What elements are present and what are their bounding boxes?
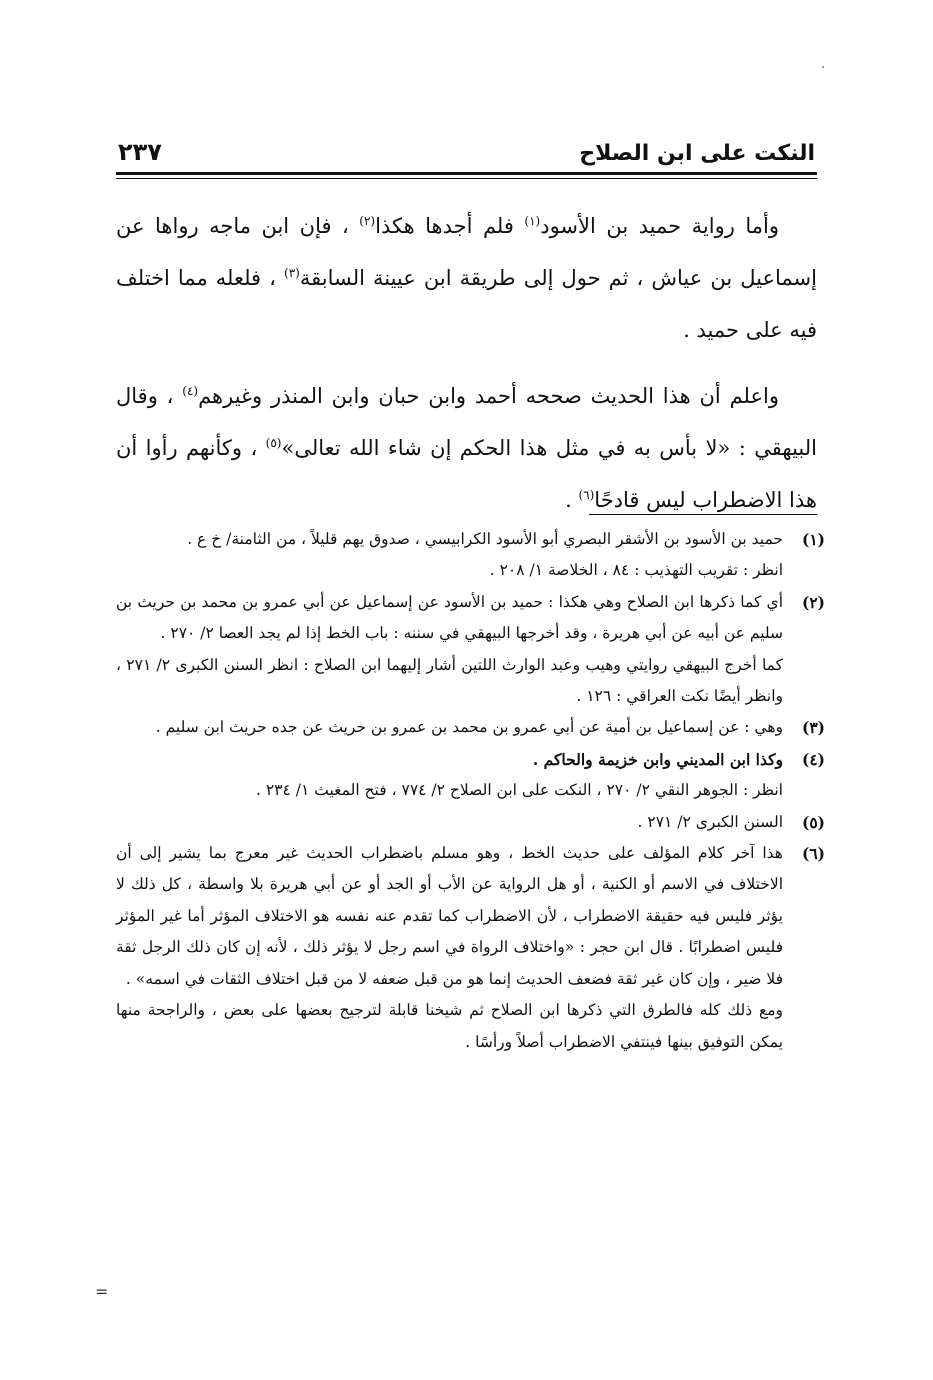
header-rule-thin: [116, 178, 817, 179]
footnote-text: انظر : تقريب التهذيب : ٨٤ ، الخلاصة ١/ ٢٠٨ .: [489, 561, 783, 580]
text-run: ، فلعله مما اختلف فيه على حميد .: [116, 266, 817, 342]
footnote-number: (٦): [801, 844, 825, 864]
footnote-text: حميد بن الأسود بن الأشقر البصري أبو الأسود الكرابيسي ، صدوق يهم قليلاً ، من الثامنة/ خ ع .: [187, 530, 783, 548]
footnote-4: [116, 744, 825, 807]
main-text: [116, 200, 817, 540]
footnotes: [116, 524, 825, 1058]
footnote-1: [116, 524, 825, 587]
footnote-text: كما أخرج البيهقي روايتي وهيب وعبد الوارث اللتين أشار إليهما ابن الصلاح : انظر السنن الكبرى ٢/ ٢٧١ ، وانظر أيضًا نكت العراقي : ١٢٦ .: [116, 655, 784, 706]
paragraph-1: [116, 200, 817, 356]
footnote-ref-4[interactable]: (٤): [182, 384, 199, 398]
footnote-ref-3[interactable]: (٣): [284, 266, 300, 280]
footnote-body: [116, 524, 783, 587]
footnote-text: وكذا ابن المديني وابن خزيمة والحاكم .: [532, 749, 783, 769]
page-number: ٢٣٧: [118, 138, 162, 166]
text-run: وأما رواية حميد بن الأسود: [540, 214, 779, 238]
footnote-ref-5[interactable]: (٥): [265, 436, 282, 450]
footnote-text: ومع ذلك كله فالطرق التي ذكرها ابن الصلاح ثم شيخنا قابلة لترجيح بعضها على بعض ، والراجحة منها يمكن التوفيق بينها فينتفي الاضطراب أصلاً ورأسًا .: [116, 1001, 783, 1051]
footnote-body: [116, 744, 783, 807]
text-run: فلم أجدها هكذا: [375, 214, 525, 238]
header-rule-thick: [116, 172, 817, 175]
footnote-ref-1[interactable]: (١): [524, 214, 541, 228]
footnote-2: [116, 587, 825, 713]
scan-speck: [822, 66, 824, 68]
footnote-text: هذا آخر كلام المؤلف على حديث الخط ، وهو مسلم باضطراب الحديث غير معرج بما يشير إلى أن الاختلاف في الاسم أو الكنية ، أو هل الرواية عن الأب أو الجد أو عن أبي هريرة بلا واسطة ، كل ذلك لا يؤثر فليس فيه حقيقة الاضطراب ، لأن الاضطراب كما تقدم عنه نفسه هو الاختلاف المؤثر أما غير المؤثر فليس اضطرابًا . قال ابن حجر : «واختلاف الرواة في اسم رجل لا يؤثر ذلك ، لأنه إن كان ذلك الرجل ثقة فلا ضير ، وإن كان غير ثقة فضعف الحديث إنما هو من قبل ضعفه لا من قبل اختلاف الثقات في اسمه» .: [116, 844, 783, 988]
text-run: ، فإن ابن ماجه رواها عن إسماعيل بن عياش ، ثم حول إلى طريقة ابن عيينة السابقة: [116, 214, 817, 290]
text-run: ، وكأنهم رأوا أن هذا الاضطراب ليس قادحًا: [116, 436, 817, 512]
footnote-body: [116, 587, 783, 713]
footnote-number: (٥): [801, 812, 825, 832]
footnote-separator: [589, 514, 817, 515]
footnote-6: [116, 838, 825, 1058]
text-run: واعلم أن هذا الحديث صححه أحمد وابن حبان وابن المنذر وغيرهم: [198, 384, 780, 408]
footnote-body: [116, 712, 783, 743]
footnote-body: [116, 838, 783, 1058]
running-title: النكت على ابن الصلاح: [579, 141, 815, 166]
page-header: [118, 128, 815, 166]
text-run: .: [565, 488, 579, 512]
footnote-text: السنن الكبرى ٢/ ٢٧١ .: [637, 812, 783, 831]
text-run: ، وقال البيهقي : «لا بأس به في مثل هذا الحكم إن شاء الله تعالى»: [116, 384, 817, 460]
footnote-3: [116, 712, 825, 743]
footnote-number: (٣): [801, 718, 825, 738]
margin-mark: =: [95, 1282, 109, 1301]
footnote-text: أي كما ذكرها ابن الصلاح وهي هكذا : حميد بن الأسود عن إسماعيل عن أبي عمرو بن محمد بن حريث بن سليم عن أبيه عن أبي هريرة ، وقد أخرجها البيهقي في سننه : باب الخط إذا لم يجد العصا ٢/ ٢٧٠ .: [116, 592, 783, 643]
footnote-text: انظر : الجوهر النقي ٢/ ٢٧٠ ، النكت على ابن الصلاح ٢/ ٧٧٤ ، فتح المغيث ١/ ٢٣٤ .: [256, 781, 783, 800]
footnote-body: [116, 807, 783, 838]
footnote-ref-2[interactable]: (٢): [359, 214, 376, 228]
footnote-number: (٤): [801, 749, 825, 769]
footnote-number: (١): [801, 530, 825, 549]
footnote-number: (٢): [801, 592, 825, 612]
footnote-5: [116, 807, 825, 838]
paragraph-2: [116, 370, 817, 526]
footnote-ref-6[interactable]: (٦): [578, 488, 595, 502]
footnote-text: وهي : عن إسماعيل بن أمية عن أبي عمرو بن محمد بن عمرو بن حريث عن جده حريث ابن سليم .: [155, 718, 783, 737]
